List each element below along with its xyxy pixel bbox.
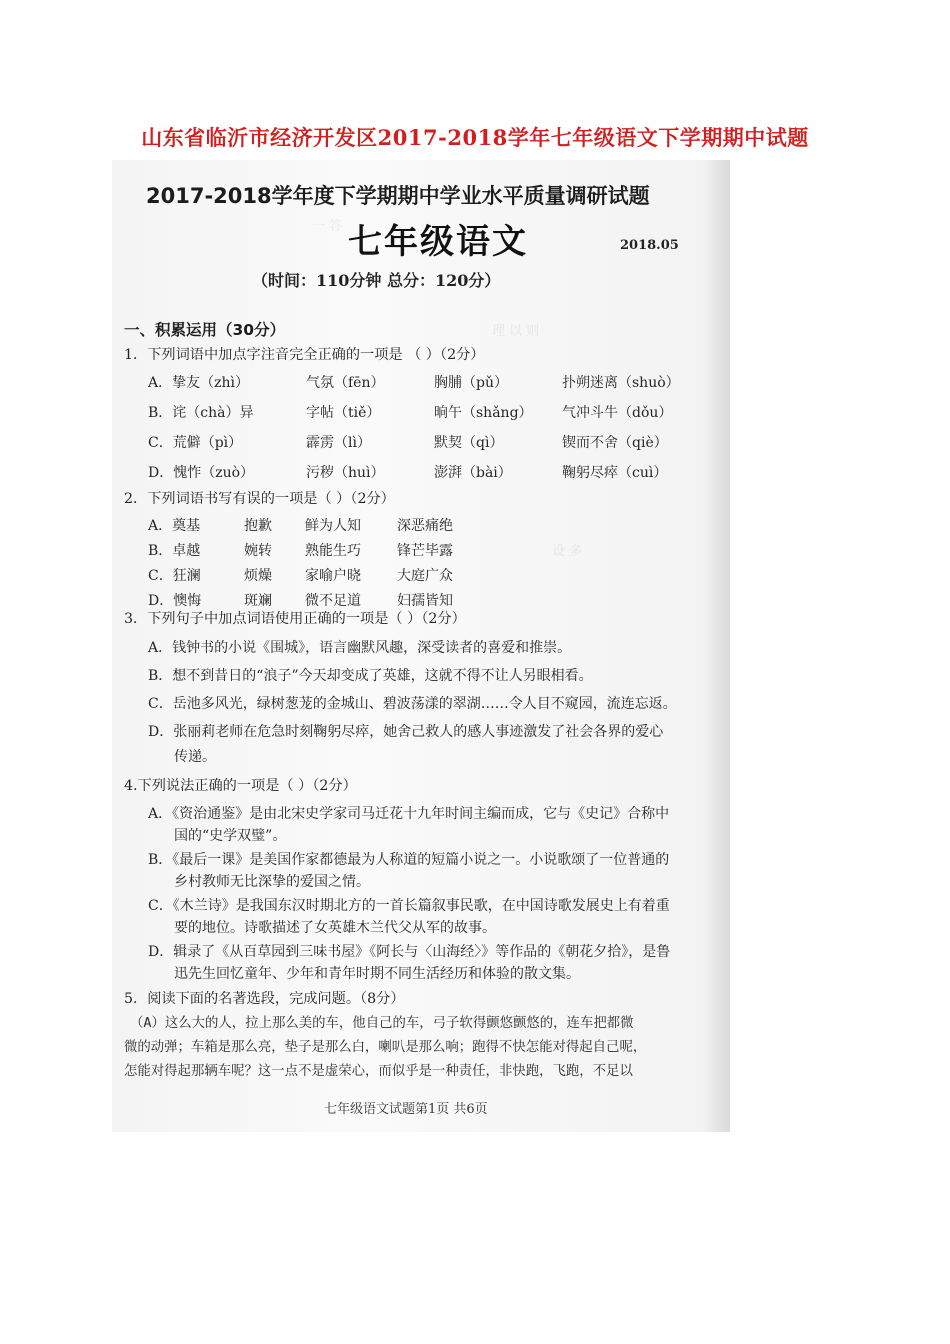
option-cell: 澎湃（bài） (434, 465, 512, 481)
option-cell: 污秽（huì） (306, 465, 385, 481)
question-4-option-b: B．《最后一课》是美国作家都德最为人称道的短篇小说之一。小说歌颂了一位普通的 (148, 852, 670, 868)
reading-passage-line: （A）这么大的人，拉上那么美的车，他自己的车，弓子软得颤悠颤悠的，连车把都微 (130, 1016, 634, 1031)
option-cell: 锋芒毕露 (397, 543, 453, 559)
reading-passage-line: 怎能对得起那辆车呢？这一点不是虚荣心，而似乎是一种责任，非快跑，飞跑，不足以 (124, 1064, 633, 1079)
option-cell: 深恶痛绝 (397, 518, 453, 534)
option-cell: 字帖（tiě） (306, 405, 381, 421)
question-4-option-c-cont: 要的地位。诗歌描述了女英雄木兰代父从军的故事。 (174, 920, 496, 936)
option-cell: 气氛（fēn） (306, 375, 385, 391)
question-2-stem: 2．下列词语书写有误的一项是（ ）（2分） (124, 491, 395, 507)
question-1-stem: 1．下列词语中加点字注音完全正确的一项是 （ ）（2分） (124, 347, 485, 363)
question-4-option-a: A．《资治通鉴》是由北宋史学家司马迁花十九年时间主编而成，它与《史记》合称中 (148, 806, 670, 822)
question-3-stem: 3．下列句子中加点词语使用正确的一项是（ ）（2分） (124, 611, 466, 627)
page-footer: 七年级语文试题第1页 共6页 (324, 1102, 488, 1117)
question-3-option-d-cont: 传递。 (174, 749, 216, 765)
exam-header: 2017-2018学年度下学期期中学业水平质量调研试题 (146, 184, 650, 208)
scanned-exam-page (112, 160, 730, 1132)
exam-subject: 七年级语文 (348, 222, 528, 262)
option-cell: 扑朔迷离（shuò） (562, 375, 680, 391)
option-cell: C．狂澜 (148, 568, 201, 584)
option-cell: 锲而不舍（qiè） (562, 435, 668, 451)
question-4-option-d-cont: 迅先生回忆童年、少年和青年时期不同生活经历和体验的散文集。 (174, 966, 580, 982)
question-3-option-b: B．想不到昔日的“浪子”今天却变成了英雄，这就不得不让人另眼相看。 (148, 668, 593, 684)
option-cell: 鞠躬尽瘁（cuì） (562, 465, 668, 481)
option-cell: A．挚友（zhì） (148, 375, 249, 391)
question-4-stem: 4.下列说法正确的一项是（ ）（2分） (124, 778, 357, 794)
option-cell: 斑斓 (244, 593, 272, 609)
option-cell: C．荒僻（pì） (148, 435, 243, 451)
option-cell: B．诧（chà）异 (148, 405, 254, 421)
bleed-through-text: 设 多 (552, 544, 583, 559)
question-3-option-d: D．张丽莉老师在危急时刻鞠躬尽瘁，她舍己救人的感人事迹激发了社会各界的爱心 (148, 724, 664, 740)
option-cell: A．奠基 (148, 518, 201, 534)
option-cell: 鲜为人知 (305, 518, 361, 534)
question-3-option-c: C．岳池多风光，绿树葱茏的金城山、碧波荡漾的翠湖……令人目不窥园，流连忘返。 (148, 696, 677, 712)
exam-date: 2018.05 (620, 238, 679, 253)
question-4-option-a-cont: 国的“史学双璧”。 (174, 828, 287, 844)
option-cell: 妇孺皆知 (397, 593, 453, 609)
option-cell: D．懊悔 (148, 593, 202, 609)
option-cell: 霹雳（lì） (306, 435, 371, 451)
bleed-through-text: 一 答 (312, 219, 343, 234)
option-cell: 气冲斗牛（dǒu） (562, 405, 673, 421)
question-4-option-c: C．《木兰诗》是我国东汉时期北方的一首长篇叙事民歌，在中国诗歌发展史上有着重 (148, 898, 670, 914)
option-cell: 默契（qì） (434, 435, 504, 451)
option-cell: 婉转 (244, 543, 272, 559)
question-4-option-d: D．辑录了《从百草园到三味书屋》《阿长与〈山海经〉》等作品的《朝花夕拾》，是鲁 (148, 944, 671, 960)
reading-passage-line: 微的动弹；车箱是那么亮，垫子是那么白，喇叭是那么响；跑得不快怎能对得起自己呢， (124, 1040, 647, 1055)
option-cell: 家喻户晓 (305, 568, 361, 584)
option-cell: 大庭广众 (397, 568, 453, 584)
exam-time-score: （时间：110分钟 总分：120分） (252, 271, 501, 290)
option-cell: 熟能生巧 (305, 543, 361, 559)
option-cell: D．愧怍（zuò） (148, 465, 255, 481)
option-cell: 晌午（shǎng） (434, 405, 533, 421)
question-3-option-a: A．钱钟书的小说《围城》，语言幽默风趣，深受读者的喜爱和推崇。 (148, 640, 572, 656)
option-cell: 微不足道 (305, 593, 361, 609)
question-2-options (148, 515, 497, 610)
question-4-option-b-cont: 乡村教师无比深挚的爱国之情。 (174, 874, 370, 890)
question-5-stem: 5．阅读下面的名著选段，完成问题。（8分） (124, 991, 405, 1007)
option-cell: 烦燥 (244, 568, 272, 584)
section-heading: 一、积累运用（30分） (124, 321, 286, 339)
option-cell: 胸脯（pǔ） (434, 375, 508, 391)
option-cell: 抱歉 (244, 518, 272, 534)
option-cell: B．卓越 (148, 543, 201, 559)
document-title: 山东省临沂市经济开发区2017-2018学年七年级语文下学期期中试题 (141, 125, 809, 150)
bleed-through-text: 理 以 则 (492, 324, 540, 339)
question-1-options (148, 372, 712, 482)
